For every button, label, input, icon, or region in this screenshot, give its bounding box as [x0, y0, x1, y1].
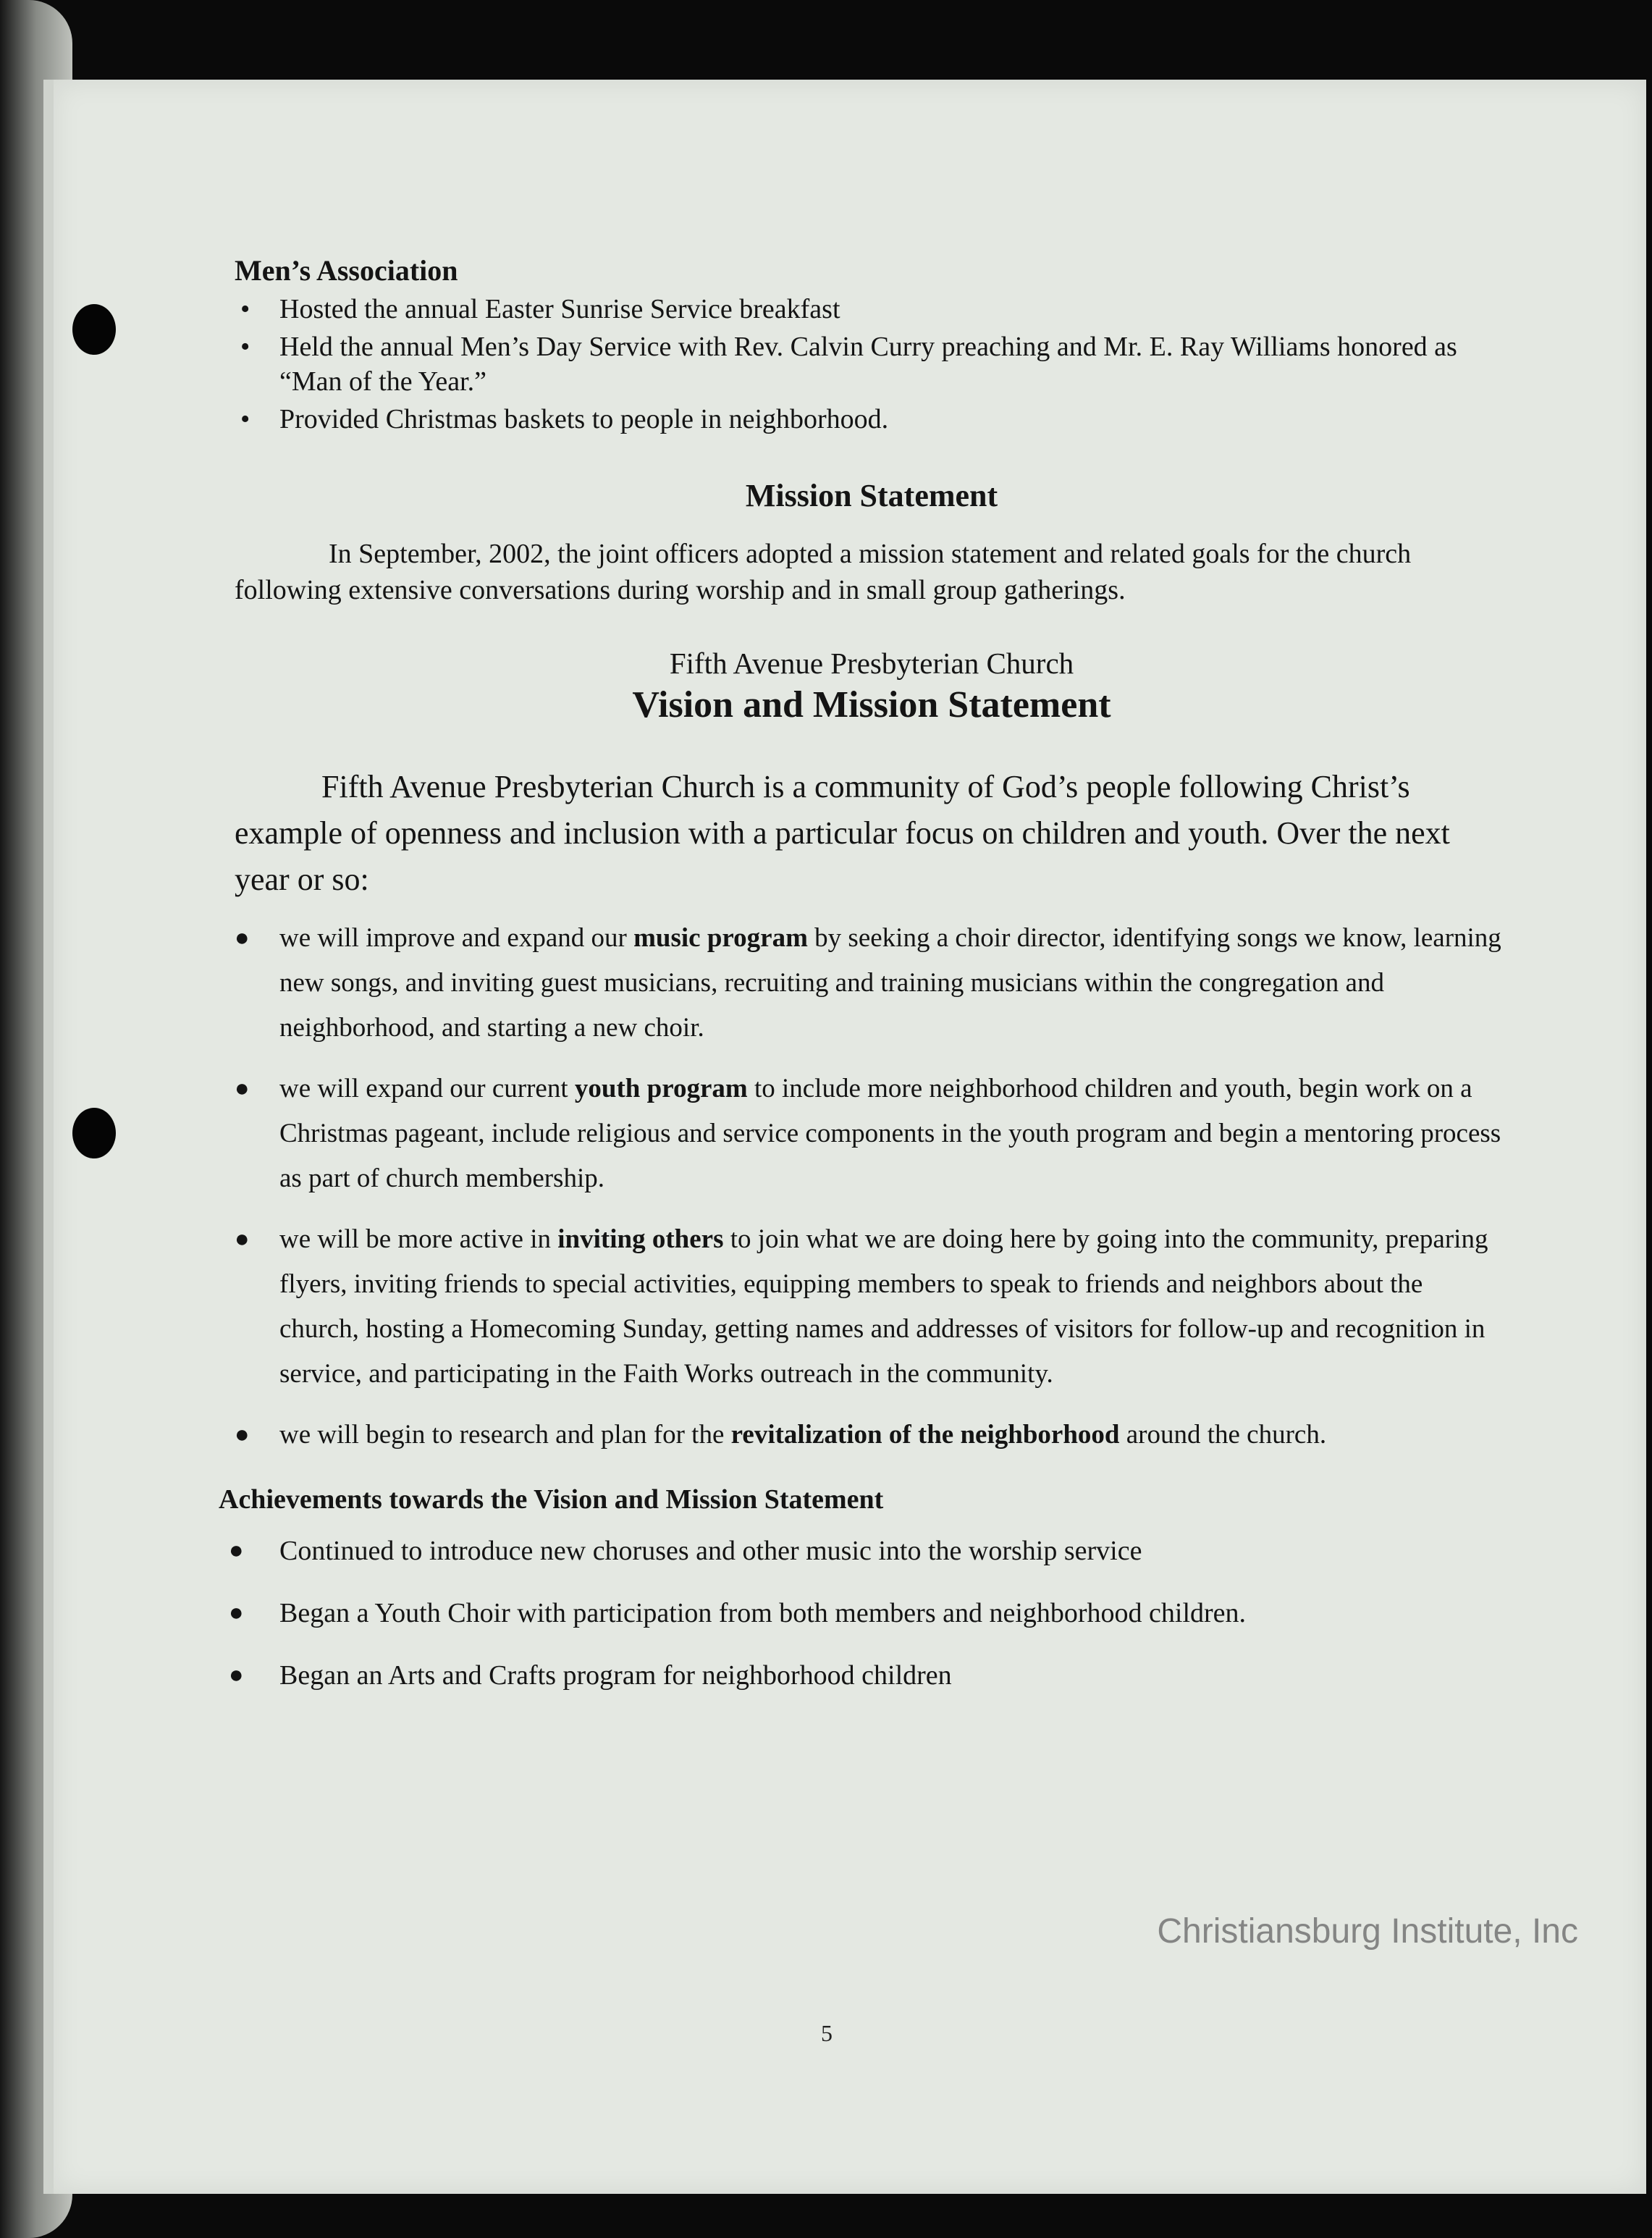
binder-hole: [72, 1108, 116, 1158]
mission-statement-paragraph: In September, 2002, the joint officers adopted a mission statement and related goals for the church following extensive conversations during worship and in small group gatherings.: [235, 539, 1412, 605]
list-item: ● we will begin to research and plan for the revitalization of the neighborhood around the church.: [235, 1413, 1509, 1457]
bullet-icon: •: [240, 294, 250, 324]
list-item: • Hosted the annual Easter Sunrise Service breakfast: [235, 292, 1509, 327]
vision-goals-list: [235, 916, 1509, 1457]
bullet-icon: ●: [235, 1226, 250, 1253]
page-number: 5: [821, 2020, 833, 2046]
list-item: ● we will improve and expand our music program by seeking a choir director, identifying songs we know, learning new songs, and inviting guest musicians, recruiting and training musicians within the congregation and neighborhood, and starting a new choir.: [235, 916, 1509, 1051]
mens-association-heading: Men’s Association: [235, 254, 458, 287]
bullet-icon: •: [240, 404, 250, 434]
list-item: ● Began an Arts and Crafts program for neighborhood children: [235, 1657, 1509, 1694]
page-content: [219, 253, 1509, 1720]
vision-lead-paragraph: Fifth Avenue Presbyterian Church is a community of God’s people following Christ’s example of openness and inclusion with a particular focus on children and youth. Over the next year or so:: [235, 769, 1450, 897]
achievements-list: [229, 1533, 1509, 1694]
list-item: ● Continued to introduce new choruses and other music into the worship service: [235, 1533, 1509, 1569]
bullet-icon: ●: [229, 1599, 244, 1626]
document-page: [43, 80, 1646, 2194]
list-item: ● we will be more active in inviting others to join what we are doing here by going into the community, preparing flyers, inviting friends to special activities, equipping members to speak to friends and neighbors about the church, hosting a Homecoming Sunday, getting names and addresses of visitors for follow-up and recognition in service, and participating in the Faith Works outreach in the community.: [235, 1217, 1509, 1397]
bullet-icon: ●: [235, 1421, 250, 1448]
watermark: Christiansburg Institute, Inc: [1157, 1912, 1578, 1951]
mission-statement-heading: Mission Statement: [745, 478, 998, 513]
list-item: ● Began a Youth Choir with participation from both members and neighborhood children.: [235, 1595, 1509, 1631]
vision-mission-title: Vision and Mission Statement: [632, 684, 1111, 725]
bullet-icon: ●: [229, 1662, 244, 1688]
bullet-icon: •: [240, 332, 250, 362]
binder-hole: [72, 304, 116, 355]
list-item: • Held the annual Men’s Day Service with Rev. Calvin Curry preaching and Mr. E. Ray Williams honored as “Man of the Year.”: [235, 329, 1509, 399]
bullet-icon: ●: [229, 1537, 244, 1564]
achievements-heading: Achievements towards the Vision and Mission Statement: [219, 1484, 884, 1515]
mens-association-list: [235, 292, 1509, 437]
church-name: Fifth Avenue Presbyterian Church: [669, 647, 1074, 680]
list-item: ● we will expand our current youth program to include more neighborhood children and youth, begin work on a Christmas pageant, include religious and service components in the youth program and begin a mentoring process as part of church membership.: [235, 1067, 1509, 1201]
list-item: • Provided Christmas baskets to people in neighborhood.: [235, 402, 1509, 437]
bullet-icon: ●: [235, 925, 250, 951]
bullet-icon: ●: [235, 1075, 250, 1102]
